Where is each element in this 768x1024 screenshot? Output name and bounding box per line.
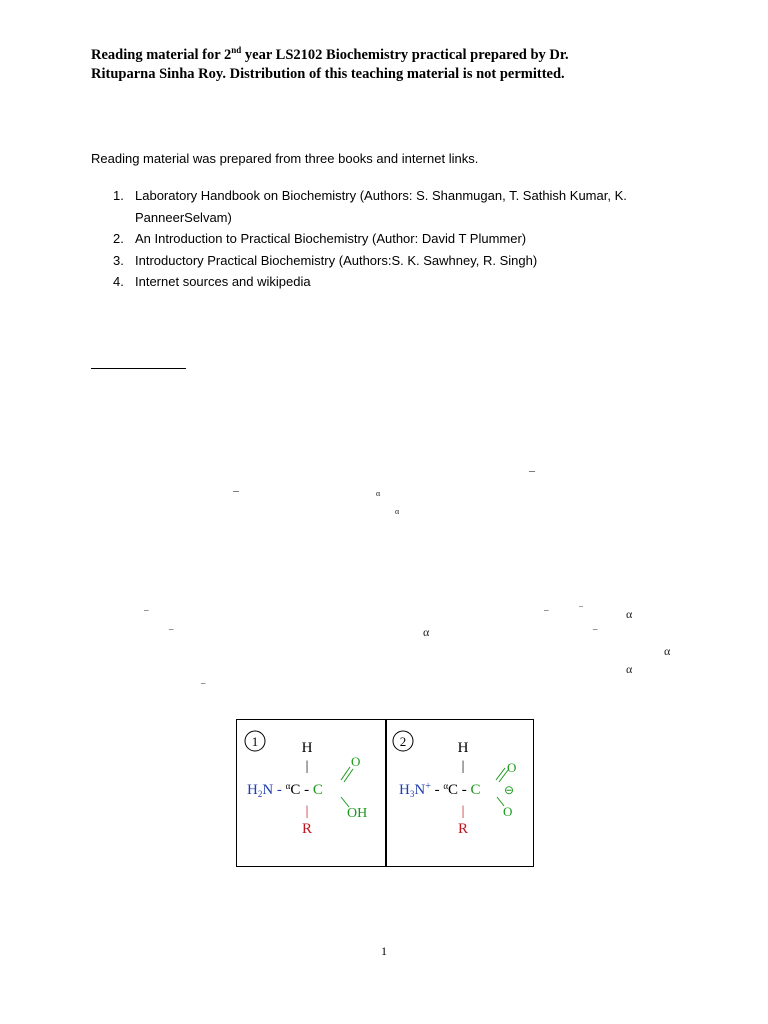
list-item — [113, 228, 673, 250]
dash-fragment: – — [579, 601, 583, 610]
list-text: Laboratory Handbook on Biochemistry (Authors: S. Shanmugan, T. Sathish Kumar, K. PanneerSelvam) — [135, 188, 627, 225]
negative-charge-symbol: ⊖ — [504, 783, 515, 797]
hydrogen-atom: H — [457, 740, 469, 756]
list-text: An Introduction to Practical Biochemistry (Author: David T Plummer) — [135, 231, 527, 246]
dash-fragment: – — [593, 624, 598, 634]
source-list — [113, 185, 673, 293]
list-text: Internet sources and wikipedia — [135, 274, 311, 289]
panel-number: 1 — [251, 734, 259, 749]
ammonium-group: $H_3N^+ - ^\alpha C$ - C — [399, 781, 481, 799]
list-item — [113, 271, 673, 293]
dash-fragment: – — [529, 463, 535, 477]
list-number: 2. — [113, 231, 124, 246]
amino-acid-structure-figure — [236, 719, 534, 867]
panel-zwitterion-form — [393, 731, 516, 837]
side-chain: R — [301, 821, 313, 837]
alpha-fragment: α — [626, 607, 633, 621]
title-line1-end: year LS2102 Biochemistry practical prepared by Dr. — [241, 47, 569, 63]
bond-bottom: | — [305, 804, 309, 819]
page-number: 1 — [381, 944, 387, 958]
title-line1-start: Reading material for 2 — [91, 47, 232, 63]
dash-fragment: – — [144, 605, 149, 615]
panel-number: 2 — [399, 734, 407, 749]
list-number: 3. — [113, 252, 124, 268]
bond-bottom: | — [461, 804, 465, 819]
list-item — [113, 250, 673, 272]
alpha-fragment: α — [664, 644, 671, 658]
hydrogen-atom: H — [301, 740, 313, 756]
alpha-fragment: α — [423, 625, 430, 639]
structure-diagram — [237, 720, 535, 868]
alpha-fragment: α — [376, 489, 381, 498]
list-item — [113, 185, 673, 228]
title-superscript: nd — [231, 45, 242, 56]
list-number: 1. — [113, 188, 124, 203]
dash-fragment: – — [201, 678, 206, 688]
intro-paragraph: Reading material was prepared from three books and internet links. — [91, 151, 479, 166]
hydroxyl-group: OH — [347, 806, 368, 821]
double-bond-1 — [496, 768, 505, 780]
carbonyl-oxygen: O — [507, 760, 517, 775]
carboxylate-oxygen: O — [503, 804, 513, 819]
double-bond-1 — [341, 767, 350, 780]
alpha-fragment: α — [395, 507, 400, 516]
alpha-fragment: α — [626, 662, 633, 676]
bond-top: | — [305, 759, 309, 774]
dash-fragment: – — [544, 605, 549, 615]
side-chain: R — [457, 821, 469, 837]
dash-fragment: – — [169, 624, 174, 634]
title-line2: Rituparna Sinha Roy. Distribution of this teaching material is not permitted. — [91, 66, 565, 82]
panel-neutral-form — [245, 731, 367, 837]
list-number: 4. — [113, 274, 124, 289]
carbonyl-oxygen: O — [351, 754, 361, 769]
footnote-rule — [91, 368, 186, 369]
dash-fragment: – — [233, 483, 239, 497]
bond-top: | — [461, 759, 465, 774]
amine-group: $H_2N - ^\alpha C$ - C — [247, 781, 323, 799]
document-title — [91, 46, 691, 84]
list-text: Introductory Practical Biochemistry (Authors:S. K. Sawhney, R. Singh) — [135, 252, 538, 268]
double-bond-2 — [344, 769, 353, 782]
